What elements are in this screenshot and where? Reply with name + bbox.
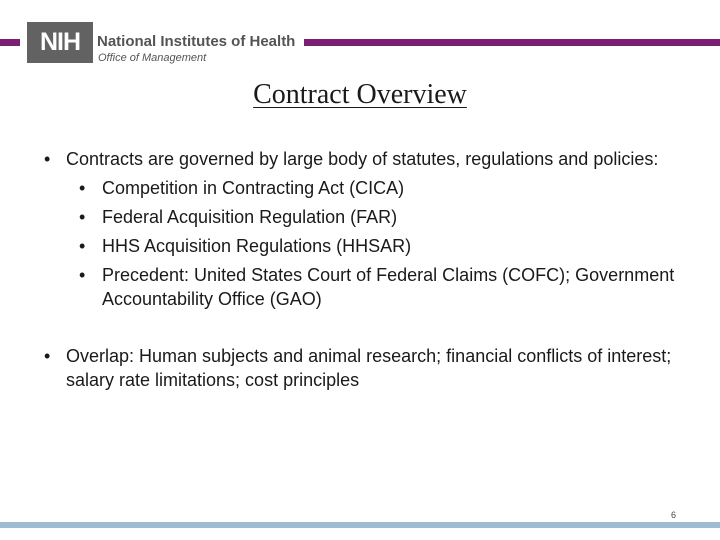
header-accent-bar-right (304, 39, 720, 46)
bullet-dot-icon: • (79, 178, 86, 198)
org-subtitle: Office of Management (98, 52, 207, 64)
bullet-dot-icon: • (44, 149, 51, 169)
slide-content (44, 147, 684, 392)
bullet-1 (44, 147, 684, 171)
page-number: 6 (671, 510, 677, 520)
sub-bullet-1-text: Competition in Contracting Act (CICA) (102, 178, 405, 198)
sub-bullet-3 (44, 234, 684, 258)
header-accent-bar-left (0, 39, 20, 46)
bullet-dot-icon: • (44, 346, 51, 366)
sub-bullet-1 (44, 176, 684, 200)
org-name: National Institutes of Health (97, 33, 296, 50)
bullet-dot-icon: • (79, 265, 86, 285)
slide-title: Contract Overview (253, 79, 467, 110)
sub-bullet-3-text: HHS Acquisition Regulations (HHSAR) (102, 236, 412, 256)
bullet-dot-icon: • (79, 207, 86, 227)
sub-bullet-4-text: Precedent: United States Court of Federal Claims (COFC); Government Accountability Office (GAO) (102, 265, 675, 309)
sub-bullet-2-text: Federal Acquisition Regulation (FAR) (102, 207, 398, 227)
slide-title-wrapper (0, 79, 720, 111)
sub-bullet-4 (44, 263, 684, 311)
footer-bar (0, 522, 720, 528)
sub-bullet-2 (44, 205, 684, 229)
bullet-1-text: Contracts are governed by large body of statutes, regulations and policies: (66, 149, 659, 169)
bullet-dot-icon: • (79, 236, 86, 256)
nih-logo: NIH (27, 22, 93, 63)
bullet-2-text: Overlap: Human subjects and animal research; financial conflicts of interest; salary rate limitations; cost principles (66, 346, 672, 390)
bullet-2 (44, 344, 684, 392)
